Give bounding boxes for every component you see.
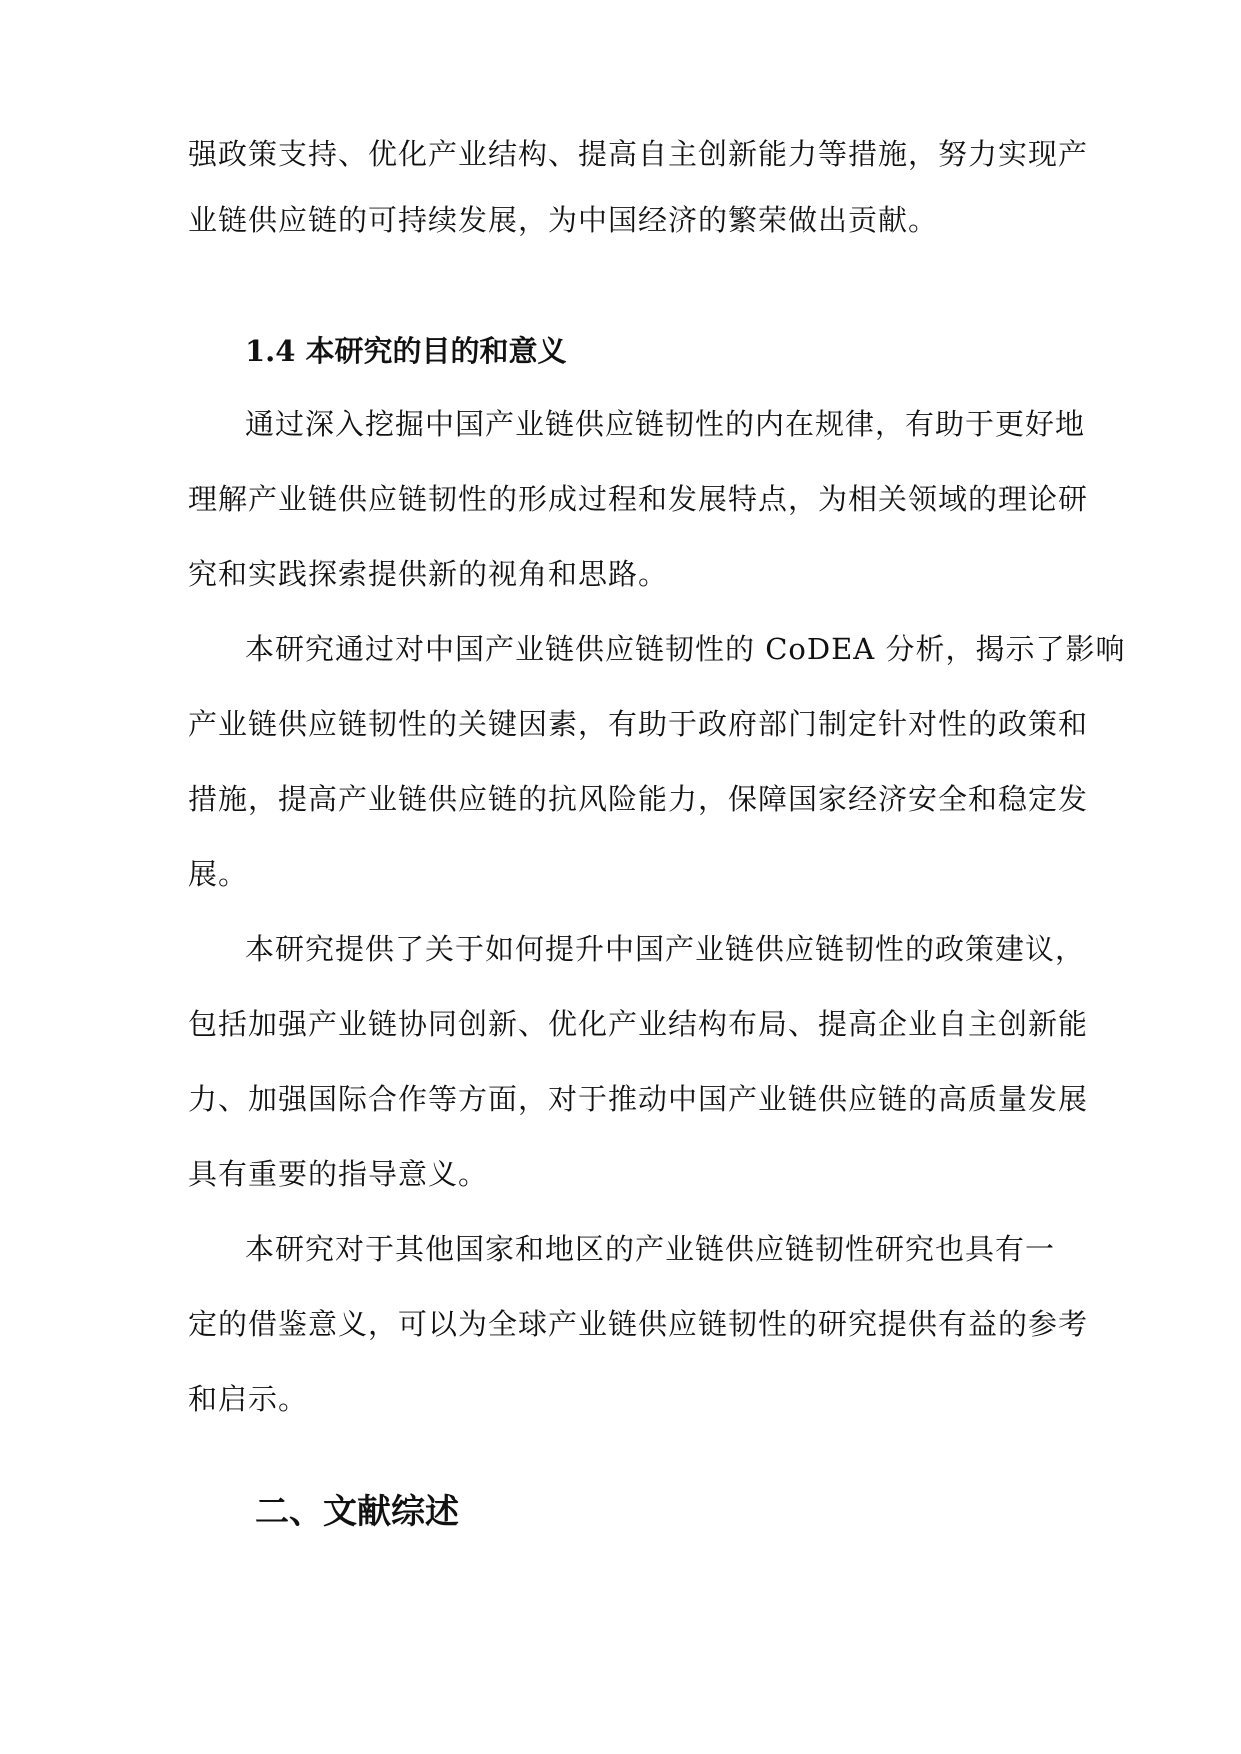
paragraph-line: 本研究对于其他国家和地区的产业链供应链韧性研究也具有一 bbox=[245, 1232, 1056, 1266]
paragraph-line: 业链供应链的可持续发展，为中国经济的繁荣做出贡献。 bbox=[188, 203, 939, 237]
paragraph-line: 产业链供应链韧性的关键因素，有助于政府部门制定针对性的政策和 bbox=[188, 707, 1089, 741]
paragraph-line: 力、加强国际合作等方面，对于推动中国产业链供应链的高质量发展 bbox=[188, 1082, 1089, 1116]
paragraph-line: 本研究提供了关于如何提升中国产业链供应链韧性的政策建议， bbox=[245, 932, 1086, 966]
section-heading-1-4: 1.4 本研究的目的和意义 bbox=[245, 334, 567, 368]
paragraph-line: 展。 bbox=[188, 857, 249, 891]
paragraph-line: 定的借鉴意义，可以为全球产业链供应链韧性的研究提供有益的参考 bbox=[188, 1307, 1089, 1341]
paragraph-line: 通过深入挖掘中国产业链供应链韧性的内在规律，有助于更好地 bbox=[245, 407, 1086, 441]
paragraph-line: 和启示。 bbox=[188, 1382, 309, 1416]
paragraph-line: 究和实践探索提供新的视角和思路。 bbox=[188, 557, 669, 591]
section-heading-2: 二、文献综述 bbox=[255, 1492, 459, 1532]
paragraph-line: 理解产业链供应链韧性的形成过程和发展特点，为相关领域的理论研 bbox=[188, 482, 1089, 516]
paragraph-line: 包括加强产业链协同创新、优化产业结构布局、提高企业自主创新能 bbox=[188, 1007, 1089, 1041]
paragraph-line: 措施，提高产业链供应链的抗风险能力，保障国家经济安全和稳定发 bbox=[188, 782, 1089, 816]
paragraph-line: 强政策支持、优化产业结构、提高自主创新能力等措施，努力实现产 bbox=[188, 137, 1089, 171]
paragraph-line: 具有重要的指导意义。 bbox=[188, 1157, 489, 1191]
paragraph-line: 本研究通过对中国产业链供应链韧性的 CoDEA 分析，揭示了影响 bbox=[245, 632, 1126, 666]
